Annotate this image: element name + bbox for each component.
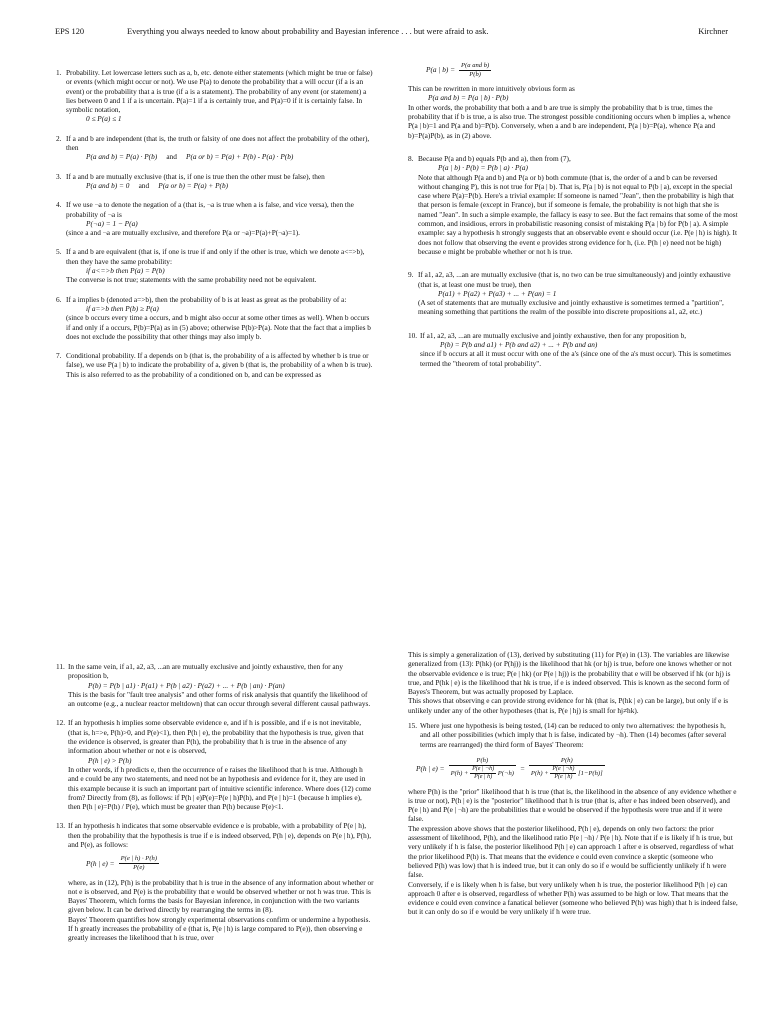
item-number: 9. xyxy=(408,270,414,280)
equation-row xyxy=(66,152,374,161)
item-number: 12. xyxy=(56,718,66,728)
denominator-part: [1−P(h)] xyxy=(578,769,603,777)
likelihood-ratio xyxy=(470,766,496,781)
paragraph: Conversely, if e is likely when h is false, but very unlikely when h is true, the posterior likelihood P(h | e) can approach 0 after e is observed, regardless of whether P(h) was assumed to be high or low. That means that the evidence e could even convince a fanatical believer (someone who believed P(h) was high) that h is indeed false, but it can only do so if e would be very unlikely if h were true. xyxy=(408,879,738,917)
equation: P(h | e) > P(h) xyxy=(88,755,132,765)
item-text: If a1, a2, a3, ...an are mutually exclusive and jointly exhaustive, then for any proposition b, xyxy=(420,330,687,340)
paragraph: This shows that observing e can provide strong evidence for hk (that is, P(hk | e) can be large), but only if e is unlikely under any of the other hypotheses (that is, P(e | hj) is small for hj≠hk). xyxy=(408,696,729,715)
fraction-numerator: P(a and b) xyxy=(461,62,490,69)
item-7 xyxy=(56,351,374,379)
item-number: 6. xyxy=(56,294,62,304)
equation: P(b) = P(b and a1) + P(b and a2) + ... + P(b and an) xyxy=(440,340,598,350)
item-11 xyxy=(56,662,374,708)
item-15 xyxy=(408,721,738,749)
equation: P(a and b) = 0 xyxy=(86,180,130,190)
fraction-numerator: P(h) xyxy=(449,757,516,766)
item-text: Conditional probability. If a depends on b (that is, the probability of a is affected by whether b is true or false), we use P(a | b) to indicate the probability of a, given b (that is, the probability of a when b is true). This is also referred to as the probability of a conditioned on b, and can be expressed as xyxy=(66,351,373,379)
denominator-part: P(¬h) xyxy=(497,769,514,777)
fraction-denominator xyxy=(529,766,605,781)
equation: P(a | b) · P(b) = P(b | a) · P(a) xyxy=(438,163,528,173)
item-number: 5. xyxy=(56,247,62,257)
rewrite-text: This can be rewritten in more intuitively obvious form as xyxy=(408,84,575,94)
left-column-top xyxy=(56,68,374,389)
item-note: In other words, if h predicts e, then the occurrence of e raises the likelihood that h is true. Although h and e could be any two statements, and need not be an hypothesis and evidence for it, they are used in this example because it is such an important part of intuitive scientific inference. Where does (12) come from? Directly from (8), as follows: if P(h | e)P(e)=P(e | h)P(h), and P(e | h)=1 (because h implies e), then P(h | e)=P(h) / P(e), which must be greater than P(h) because P(e)<1. xyxy=(68,764,372,812)
document-title: Everything you always needed to know about probability and Bayesian inference . . . but were afraid to ask. xyxy=(127,27,489,36)
item-13 xyxy=(56,821,374,942)
paragraph: where P(h) is the "prior" likelihood that h is true (that is, the likelihood in the absence of any evidence whether e is true or not), P(h | e) is the "posterior" likelihood that h is true (that is, after e has indeed been observed), and P(e | h) and P(e | ¬h) are the probabilities that e would be observed if the hypothesis were true and if it were false. xyxy=(408,786,737,824)
paragraph: In other words, the probability that both a and b are true is simply the probability that b is true, times the probability that if b is true, a is also true. The strongest possible conditioning occurs when b implies a, whence P(a | b)=1 and P(a and b)=P(b). Conversely, when a and b are independent, P(a | b)=P(a), whence P(a and b)=P(a)P(b), as in (2) above. xyxy=(408,102,731,140)
item-text: If we use ¬a to denote the negation of a (that is, ¬a is true when a is false, and vice versa), then the probability of ¬a is xyxy=(66,200,354,219)
fraction-denominator: P(b) xyxy=(469,70,481,78)
item-text: If a and b are mutually exclusive (that is, if one is true then the other must be false), then xyxy=(66,171,325,181)
item-text: In the same vein, if a1, a2, a3, ...an are mutually exclusive and jointly exhaustive, then for any proposition b, xyxy=(68,662,343,681)
formula-lhs: P(a | b) = xyxy=(426,65,456,75)
item-note: This is the basis for "fault tree analysis" and other forms of risk analysis that quantify the likelihood of an outcome (e.g., a nuclear reactor meltdown) that can occur through several different causal pathways. xyxy=(68,689,371,709)
bayes-third-form-formula xyxy=(408,757,738,781)
item-6 xyxy=(56,295,374,341)
item-text: If a implies b (denoted a=>b), then the probability of b is at least as great as the probability of a: xyxy=(66,294,347,304)
ratio-denominator: P(e | h) xyxy=(474,773,493,780)
item-number: 7. xyxy=(56,351,62,361)
fraction xyxy=(529,757,605,781)
item-text: If a1, a2, a3, ...an are mutually exclusive (that is, no two can be true simultaneously) and jointly exhaustive (that is, at least one must be true), then xyxy=(418,270,731,289)
fraction-denominator: P(e) xyxy=(133,863,145,871)
item-note: (since a and ¬a are mutually exclusive, and therefore P(a or ¬a)=P(a)+P(¬a)=1). xyxy=(66,228,300,238)
paragraph: This is simply a generalization of (13), derived by substituting (11) for P(e) in (13). The variables are likewise generalized from (13): P(hk) (or P(hj)) is the likelihood that hk (or hj) is true, before one knows whether or not the observable evidence e is true; P(e | hk) (or P(e | hj)) is the probability that e will be observed if hk (or hj) is true, and P(hk | e) is the likelihood that hk is true, if e is indeed observed. This is known as the second form of Bayes's Theorem, but was actually proposed by Laplace. xyxy=(408,650,732,697)
item-number: 8. xyxy=(408,153,414,163)
item-4 xyxy=(56,200,374,237)
ratio-denominator: P(e | h) xyxy=(554,773,573,780)
equation: P(a or b) = P(a) + P(b) xyxy=(158,180,229,190)
equation: P(a and b) = P(a | b) · P(b) xyxy=(428,93,509,103)
equation: P(b) = P(b | a1) · P(a1) + P(b | a2) · P(a2) + ... + P(b | an) · P(an) xyxy=(88,680,285,690)
item-note: The converse is not true; statements with the same probability need not be equivalent. xyxy=(66,275,317,285)
item-text: If a and b are equivalent (that is, if one is true if and only if the other is true, which we denote a<=>b), then they have the same probability: xyxy=(66,247,365,266)
item-8 xyxy=(408,154,738,256)
equals-sign: = xyxy=(519,764,525,774)
item-3 xyxy=(56,172,374,191)
item-12 xyxy=(56,718,374,811)
item-number: 15. xyxy=(408,721,418,731)
bayes-formula xyxy=(68,855,374,871)
item-note: since if b occurs at all it must occur with one of the a's (since one of the a's must occur). This is sometimes termed the "theorem of total probability". xyxy=(420,349,731,368)
and-label: and xyxy=(138,180,150,190)
item-number: 13. xyxy=(56,821,66,831)
denominator-part: P(h) + xyxy=(530,769,549,777)
likelihood-ratio xyxy=(550,766,576,781)
author-label: Kirchner xyxy=(698,27,728,36)
fraction-numerator: P(h) xyxy=(529,757,605,766)
equation-row xyxy=(66,181,374,190)
item-note: (since b occurs every time a occurs, and b might also occur at some other times as well). When b occurs if and only if a occurs, P(b)=P(a) as in (5) above; otherwise P(b)>P(a). Note that the fact that a implies b does not exclude the possibility that other things may also imply b. xyxy=(66,313,371,341)
item-number: 11. xyxy=(56,662,65,671)
item-text: Probability. Let lowercase letters such as a, b, etc. denote either statements (which might be true or false) or events (which might occur or not). We use P(a) to denote the probability that a will occur (if a is an event) or the probability that a is true (if a is a statement). The probability of any event (or statement) a lies between 0 and 1 if a is uncertain. P(a)=1 if a is certainly true, and P(a)=0 if it is certainly false. In symbolic notation, xyxy=(66,68,373,115)
and-label: and xyxy=(166,152,177,162)
fraction xyxy=(449,757,516,781)
fraction xyxy=(459,62,491,78)
equation: P(a1) + P(a2) + P(a3) + ... + P(an) = 1 xyxy=(438,288,557,298)
item-number: 10. xyxy=(408,330,418,340)
item-number: 4. xyxy=(56,200,62,210)
conditional-probability-formula xyxy=(408,62,738,78)
page-header xyxy=(55,27,728,41)
formula-lhs: P(h | e) = xyxy=(416,764,445,774)
ratio-numerator: P(e | ¬h) xyxy=(552,765,575,772)
ratio-numerator: P(e | ¬h) xyxy=(472,765,495,772)
equation: P(a and b) = P(a) · P(b) xyxy=(86,152,158,162)
item-number: 3. xyxy=(56,171,62,181)
item-text: Where just one hypothesis is being tested, (14) can be reduced to only two alternatives: the hypothesis h, and all other possibilities (which imply that h is false, indicated by ¬h). Then (14) becomes (after several terms are rearranged) the third form of Bayes' Theorem: xyxy=(420,721,727,749)
right-column-bottom xyxy=(408,650,738,917)
item-note: Note that although P(a and b) and P(a or b) both commute (that is, the order of a and b can be reversed without changing P), this is not true for P(a | b). That is, P(a | b) is not equal to P(b | a), except in the special case where P(a)=P(b). Here's a trivial example: If someone is named "Jean", then the probability is high that that person is female (except in France), but if someone is female, the probability is not high that she is named "Jean". In such a simple example, the fallacy is easy to see. But the fact remains that some of the most common, and insidious, errors in probabilistic reasoning consist of mistaking P(a | b) for P(b | a). A simple example: say a hypothesis h strongly suggests that an observable event e should occur (i.e. P(e | h) is high). It does not follow that observing the event e provides strong evidence for h, (i.e. P(h | e) need not be high) because e might be probable whether or not h is true. xyxy=(418,172,738,256)
formula-lhs: P(h | e) = xyxy=(86,858,115,868)
item-10 xyxy=(408,331,738,368)
fraction xyxy=(119,855,159,871)
fraction-denominator xyxy=(449,766,516,781)
item-text: If an hypothesis h implies some observable evidence e, and if h is possible, and if e is not inevitable, (that is, h=>e, P(h)>0, and P(e)<1), then P(h | e), the probability that the hypothesis is true, given that the evidence is observed, is greater than P(h), the probability that h is true in the absence of any information about whether or not e is observed, xyxy=(68,718,364,756)
item-5 xyxy=(56,247,374,284)
item-1 xyxy=(56,68,374,124)
equation: if a=>b then P(b) ≥ P(a) xyxy=(86,303,159,313)
equation: P(a or b) = P(a) + P(b) - P(a) · P(b) xyxy=(185,152,294,162)
item-number: 2. xyxy=(56,133,62,143)
item-note: Bayes' Theorem quantifies how strongly experimental observations confirm or undermine a hypothesis. If h greatly increases the probability of e (that is, P(e | h) is large compared to P(e)), then observing e greatly increases the likelihood that h is true, over xyxy=(68,914,371,943)
item-text: Because P(a and b) equals P(b and a), then from (7), xyxy=(418,153,571,163)
item-note: (A set of statements that are mutually exclusive and jointly exhaustive is sometimes termed a "partition", meaning something that partitions the realm of the possible into discrete propositions a1, a2, etc.) xyxy=(418,298,724,317)
item-text: If an hypothesis h indicates that some observable evidence e is probable, with a probability of P(e | h), then the probability that the hypothesis is true if e is indeed observed, P(h | e), depends on P(e | h), P(h), and P(e), as follows: xyxy=(68,821,372,850)
equation: if a<=>b then P(a) = P(b) xyxy=(86,266,165,276)
equation: P(¬a) = 1 − P(a) xyxy=(86,218,138,228)
item-number: 1. xyxy=(56,68,62,77)
left-column-bottom xyxy=(56,662,374,953)
fraction-numerator: P(e | h) · P(h) xyxy=(120,855,158,863)
paragraph: The expression above shows that the posterior likelihood, P(h | e), depends on only two factors: the prior assessment of likelihood, P(h), and the likelihood ratio P(e | ¬h) / P(e | h). Note that if e is likely if h is true, but very unlikely if h is false, the posterior likelihood P(h | e) can approach 1 after e is observed, regardless of what the prior likelihood P(h) is. That means that the evidence e could even convince a skeptic (someone who believed P(h) was low) that h is indeed true, but it can only do so if e would be sufficiently unlikely if h were false. xyxy=(408,823,734,880)
item-note: where, as in (12), P(h) is the probability that h is true in the absence of any information about whether or not e is observed, and P(e) is the probability that e would be observed whether or not h was true. This is Bayes' Theorem, which forms the basis for Bayesian inference, in conjunction with the two variants given below. It can be derived directly by rearranging the terms in (8). xyxy=(68,877,374,915)
item-9 xyxy=(408,270,738,316)
right-column-top xyxy=(408,56,738,378)
denominator-part: P(h) + xyxy=(450,769,469,777)
item-text: If a and b are independent (that is, the truth or falsity of one does not affect the probability of the other), then xyxy=(66,133,370,153)
item-2 xyxy=(56,134,374,162)
course-label: EPS 120 xyxy=(55,27,85,36)
equation: 0 ≤ P(a) ≤ 1 xyxy=(86,114,122,124)
